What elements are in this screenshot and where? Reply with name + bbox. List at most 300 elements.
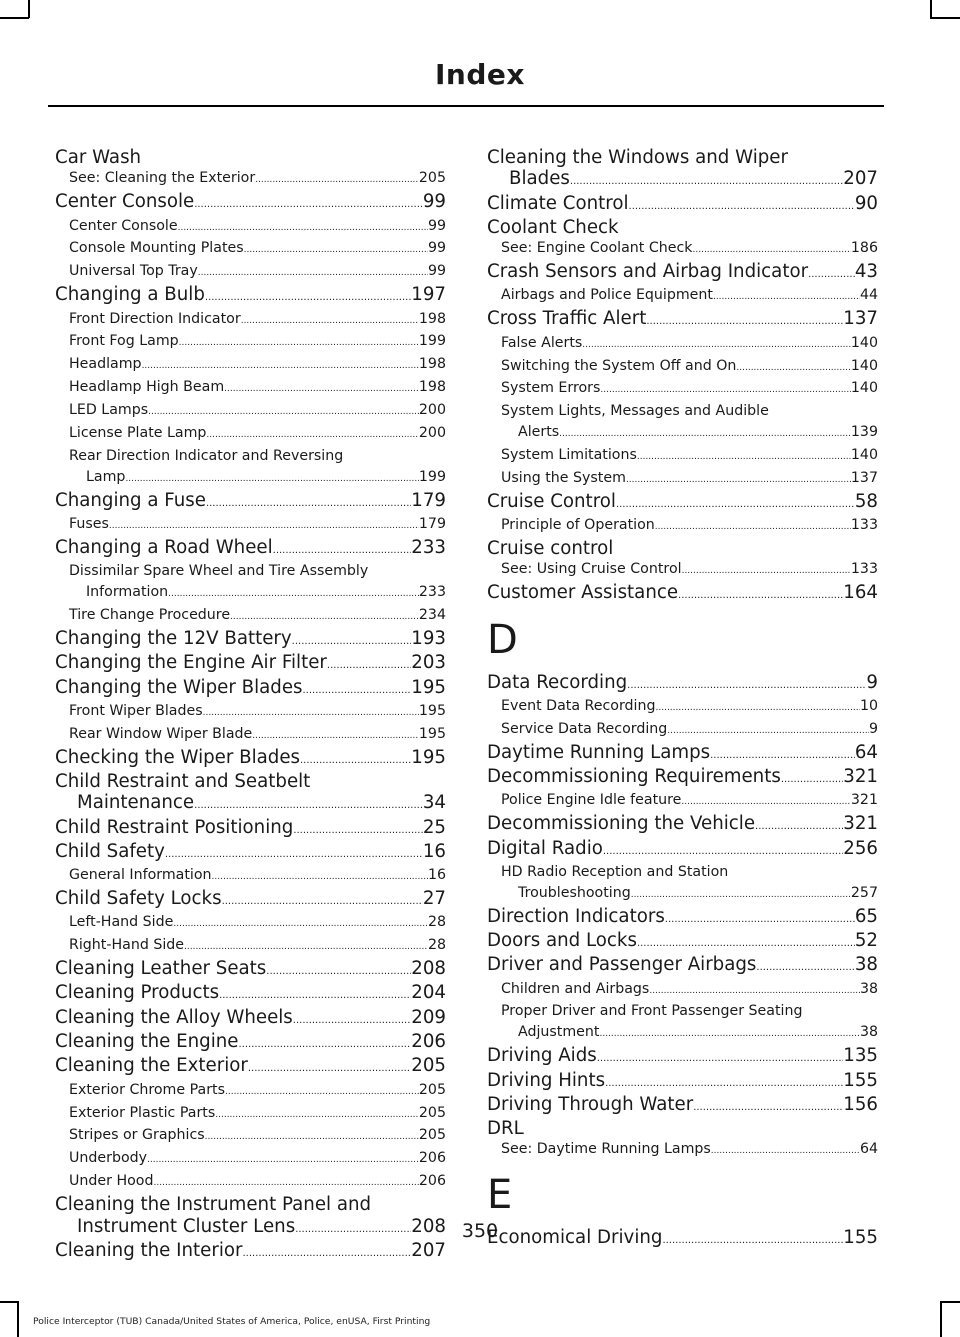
page-ref: 90: [854, 192, 878, 214]
dot-leader: [147, 1150, 419, 1171]
dot-leader: [781, 769, 843, 790]
entry-label: Doors and Locks: [487, 929, 637, 951]
page-ref: 199: [418, 468, 446, 485]
index-entry: [55, 537, 446, 561]
page-ref: 52: [854, 929, 878, 951]
page-ref: 199: [418, 333, 446, 350]
page-ref: 140: [850, 447, 878, 464]
index-subentry: [487, 979, 878, 1002]
page-ref: 140: [850, 334, 878, 351]
dot-leader: [655, 517, 851, 538]
entry-label: Customer Assistance: [487, 582, 679, 604]
dot-leader: [682, 561, 851, 582]
entry-label: System Errors: [501, 380, 601, 397]
index-entry: [55, 792, 446, 816]
entry-label: Rear Window Wiper Blade: [69, 725, 253, 742]
page-ref: 65: [854, 905, 878, 927]
dot-leader: [154, 1173, 419, 1194]
dot-leader: [212, 867, 428, 888]
dot-leader: [173, 914, 428, 935]
page-ref: 197: [411, 284, 446, 306]
entry-label: Changing the Engine Air Filter: [55, 652, 327, 674]
dot-leader: [693, 1097, 843, 1118]
index-entry: [487, 742, 878, 766]
entry-label: Decommissioning the Vehicle: [487, 813, 756, 835]
page-ref: 205: [418, 170, 446, 187]
entry-label: Console Mounting Plates: [69, 240, 244, 257]
page-ref: 195: [411, 676, 446, 698]
index-subentry: [55, 1103, 446, 1126]
page-ref: 321: [850, 792, 878, 809]
dot-leader: [241, 311, 419, 332]
index-entry: [55, 817, 446, 841]
entry-label: Police Engine Idle feature: [501, 792, 682, 809]
page-ref: 34: [422, 792, 446, 814]
index-heading: Child Restraint and Seatbelt: [55, 770, 311, 792]
entry-label: Economical Driving: [487, 1227, 663, 1249]
page-ref: 209: [411, 1006, 446, 1028]
crop-mark: [930, 17, 960, 19]
entry-label: Universal Top Tray: [69, 263, 198, 280]
dot-leader: [300, 750, 411, 771]
index-subentry: [55, 935, 446, 958]
page-ref: 25: [422, 816, 446, 838]
entry-label: Driver and Passenger Airbags: [487, 954, 757, 976]
index-entry: [55, 284, 446, 308]
page-ref: 156: [843, 1093, 878, 1115]
index-entry: [487, 261, 878, 285]
page-ref: 28: [427, 937, 446, 954]
entry-label: Changing the 12V Battery: [55, 627, 292, 649]
page-ref: 38: [859, 980, 878, 997]
page-ref: 64: [859, 1141, 878, 1158]
page-ref: 38: [854, 954, 878, 976]
entry-label: Airbags and Police Equipment: [501, 287, 713, 304]
entry-label: Service Data Recording: [501, 720, 668, 737]
page-ref: 204: [411, 982, 446, 1004]
entry-label: Child Safety Locks: [55, 888, 222, 910]
index-subentry: [55, 724, 446, 747]
index-subentry: [55, 605, 446, 628]
index-entry: [55, 191, 446, 215]
dot-leader: [599, 1024, 859, 1045]
dot-leader: [215, 1105, 419, 1126]
index-subentry: [55, 912, 446, 935]
entry-label: Checking the Wiper Blades: [55, 746, 300, 768]
entry-label: Front Direction Indicator: [69, 310, 241, 327]
index-subentry: [487, 445, 878, 468]
entry-label: Climate Control: [487, 192, 629, 214]
entry-label: General Information: [69, 867, 212, 884]
page-ref: 133: [850, 517, 878, 534]
entry-label: Changing the Wiper Blades: [55, 676, 303, 698]
index-subentry: [55, 1080, 446, 1103]
index-subentry: [55, 423, 446, 446]
dot-leader: [219, 985, 411, 1006]
index-subentry: [487, 696, 878, 719]
index-entry: [55, 1055, 446, 1079]
index-subentry: [55, 865, 446, 888]
entry-label: Children and Airbags: [501, 980, 650, 997]
page-ref: 206: [418, 1173, 446, 1190]
page-ref: 206: [418, 1150, 446, 1167]
page-ref: 257: [850, 884, 878, 901]
entry-label: Exterior Chrome Parts: [69, 1081, 226, 1098]
index-subentry: [55, 1125, 446, 1148]
page-ref: 137: [850, 470, 878, 487]
entry-label: Troubleshooting: [518, 884, 631, 901]
page-ref: 9: [868, 720, 878, 737]
page-ref: 207: [843, 168, 878, 190]
entry-label: Changing a Road Wheel: [55, 536, 273, 558]
index-entry: [487, 1070, 878, 1094]
index-subentry: [55, 701, 446, 724]
dot-leader: [292, 631, 412, 652]
index-subentry: [487, 883, 878, 906]
dot-leader: [678, 585, 843, 606]
section-letter: D: [487, 616, 518, 663]
index-entry: [487, 672, 878, 696]
index-entry: [55, 677, 446, 701]
page-ref: 28: [427, 914, 446, 931]
title-rule: [48, 105, 884, 107]
dot-leader: [273, 540, 412, 561]
entry-label: Right-Hand Side: [69, 937, 185, 954]
entry-label: See: Engine Coolant Check: [501, 240, 693, 257]
page-ref: 135: [843, 1045, 878, 1067]
dot-leader: [637, 447, 851, 468]
entry-label: Cleaning the Engine: [55, 1031, 239, 1053]
page-ref: 205: [418, 1081, 446, 1098]
index-subheading: HD Radio Reception and Station: [501, 863, 729, 880]
index-entry: [487, 168, 878, 192]
entry-label: Adjustment: [518, 1024, 600, 1041]
index-entry: [55, 628, 446, 652]
page-ref: 208: [411, 1215, 446, 1237]
entry-label: Event Data Recording: [501, 697, 656, 714]
dot-leader: [303, 680, 412, 701]
entry-label: Front Wiper Blades: [69, 702, 203, 719]
crop-mark: [0, 17, 29, 19]
dot-leader: [756, 957, 854, 978]
entry-label: Headlamp High Beam: [69, 379, 225, 396]
index-entry: [55, 490, 446, 514]
entry-label: Cleaning the Interior: [55, 1239, 243, 1261]
dot-leader: [711, 1141, 860, 1162]
dot-leader: [616, 494, 855, 515]
index-entry: [55, 1240, 446, 1264]
dot-leader: [255, 170, 419, 191]
page-ref: 205: [418, 1104, 446, 1121]
index-subentry: [55, 216, 446, 239]
index-subentry: [55, 400, 446, 423]
dot-leader: [148, 402, 419, 423]
page-ref: 233: [418, 584, 446, 601]
entry-label: Digital Radio: [487, 837, 603, 859]
dot-leader: [600, 380, 851, 401]
entry-label: Driving Hints: [487, 1069, 606, 1091]
entry-label: Decommissioning Requirements: [487, 766, 781, 788]
index-heading: Cleaning the Instrument Panel and: [55, 1194, 372, 1216]
crop-mark: [940, 1301, 960, 1303]
entry-label: Switching the System Off and On: [501, 357, 737, 374]
page-ref: 139: [850, 424, 878, 441]
entry-label: Center Console: [55, 191, 195, 213]
index-entry: [55, 982, 446, 1006]
index-subentry: [487, 468, 878, 491]
index-subheading: System Lights, Messages and Audible: [501, 403, 769, 420]
page-ref: 155: [843, 1069, 878, 1091]
entry-label: Direction Indicators: [487, 905, 665, 927]
page-title: Index: [435, 58, 525, 91]
index-entry: [487, 766, 878, 790]
index-subentry: [487, 790, 878, 813]
dot-leader: [165, 844, 423, 865]
index-entry: [487, 838, 878, 862]
dot-leader: [125, 469, 418, 490]
crop-mark: [930, 0, 932, 18]
index-subentry: [487, 515, 878, 538]
entry-label: See: Cleaning the Exterior: [69, 170, 256, 187]
dot-leader: [222, 891, 423, 912]
page-ref: 140: [850, 357, 878, 374]
index-subheading: Proper Driver and Front Passenger Seating: [501, 1003, 803, 1020]
page-ref: 44: [859, 287, 878, 304]
entry-label: Cleaning Products: [55, 982, 220, 1004]
page-ref: 207: [411, 1239, 446, 1261]
page-ref: 10: [859, 697, 878, 714]
dot-leader: [225, 1082, 419, 1103]
entry-label: Cleaning the Exterior: [55, 1055, 248, 1077]
page-ref: 200: [418, 402, 446, 419]
dot-leader: [179, 333, 419, 354]
index-entry: [55, 747, 446, 771]
dot-leader: [736, 358, 851, 379]
index-entry: [55, 652, 446, 676]
page-ref: 193: [411, 627, 446, 649]
dot-leader: [327, 655, 411, 676]
index-entry: [487, 1045, 878, 1069]
index-subentry: [487, 378, 878, 401]
index-entry: [487, 930, 878, 954]
index-entry: [487, 954, 878, 978]
index-heading: Coolant Check: [487, 216, 619, 238]
dot-leader: [203, 703, 419, 724]
entry-label: See: Daytime Running Lamps: [501, 1141, 711, 1158]
entry-label: Fuses: [69, 516, 109, 533]
entry-label: Underbody: [69, 1150, 148, 1167]
section-letter: E: [487, 1172, 513, 1219]
index-heading: DRL: [487, 1118, 524, 1140]
dot-leader: [224, 379, 419, 400]
dot-leader: [597, 1048, 844, 1069]
entry-label: Changing a Fuse: [55, 489, 206, 511]
entry-label: Daytime Running Lamps: [487, 741, 711, 763]
page-ref: 43: [854, 261, 878, 283]
index-entry: [55, 958, 446, 982]
page-ref: 133: [850, 561, 878, 578]
index-subentry: [55, 467, 446, 490]
entry-label: Left-Hand Side: [69, 914, 174, 931]
page-number: 350: [461, 1220, 499, 1242]
entry-label: False Alerts: [501, 334, 583, 351]
dot-leader: [603, 841, 843, 862]
entry-label: Cleaning the Alloy Wheels: [55, 1006, 293, 1028]
page-ref: 256: [843, 837, 878, 859]
index-heading: Car Wash: [55, 147, 142, 168]
index-subentry: [55, 261, 446, 284]
page-ref: 205: [411, 1055, 446, 1077]
page-ref: 205: [418, 1127, 446, 1144]
index-heading: Cruise control: [487, 538, 614, 560]
index-subentry: [55, 514, 446, 537]
page-ref: 9: [866, 671, 878, 693]
entry-label: Cruise Control: [487, 490, 616, 512]
entry-label: Information: [86, 584, 169, 601]
index-subentry: [487, 422, 878, 445]
entry-label: Alerts: [518, 424, 560, 441]
index-subentry: [55, 1148, 446, 1171]
index-subentry: [55, 331, 446, 354]
index-entry: [487, 1094, 878, 1118]
dot-leader: [168, 584, 419, 605]
index-entry: [55, 841, 446, 865]
dot-leader: [109, 516, 419, 537]
page-ref: 164: [843, 582, 878, 604]
dot-leader: [205, 1127, 419, 1148]
dot-leader: [238, 1034, 411, 1055]
entry-label: Child Restraint Positioning: [55, 816, 294, 838]
index-entry: [487, 582, 878, 606]
index-subentry: [55, 377, 446, 400]
dot-leader: [194, 194, 423, 215]
dot-leader: [646, 311, 843, 332]
dot-leader: [293, 820, 423, 841]
page-footer: Police Interceptor (TUB) Canada/United States of America, Police, enUSA, First Printing: [33, 1316, 431, 1327]
page-ref: 58: [854, 490, 878, 512]
page-ref: 233: [411, 536, 446, 558]
dot-leader: [184, 937, 428, 958]
index-column-left: [55, 147, 446, 1264]
dot-leader: [755, 816, 843, 837]
index-subheading: Rear Direction Indicator and Reversing: [69, 447, 344, 464]
entry-label: Principle of Operation: [501, 517, 655, 534]
page-ref: 321: [843, 766, 878, 788]
entry-label: Data Recording: [487, 671, 628, 693]
dot-leader: [693, 240, 851, 261]
page-ref: 99: [427, 217, 446, 234]
index-subentry: [487, 719, 878, 742]
dot-leader: [244, 240, 428, 261]
index-entry: [55, 1007, 446, 1031]
dot-leader: [230, 607, 419, 628]
dot-leader: [205, 287, 411, 308]
page-ref: 195: [418, 702, 446, 719]
entry-label: Cleaning Leather Seats: [55, 958, 267, 980]
entry-label: License Plate Lamp: [69, 425, 207, 442]
dot-leader: [206, 425, 418, 446]
dot-leader: [570, 171, 843, 192]
entry-label: Under Hood: [69, 1173, 154, 1190]
page-ref: 155: [843, 1227, 878, 1249]
dot-leader: [559, 424, 851, 445]
page-ref: 38: [859, 1024, 878, 1041]
dot-leader: [206, 493, 411, 514]
index-subentry: [487, 1139, 878, 1162]
dot-leader: [681, 792, 851, 813]
entry-label: Center Console: [69, 217, 178, 234]
page-ref: 195: [418, 725, 446, 742]
dot-leader: [665, 909, 855, 930]
crop-mark: [940, 1301, 942, 1337]
entry-label: Stripes or Graphics: [69, 1127, 205, 1144]
page-ref: 186: [850, 240, 878, 257]
index-entry: [487, 308, 878, 332]
page-ref: 27: [422, 888, 446, 910]
entry-label: Maintenance: [77, 792, 195, 814]
dot-leader: [637, 933, 855, 954]
index-entry: [487, 906, 878, 930]
index-entry: [487, 813, 878, 837]
crop-mark: [0, 1301, 18, 1303]
index-subentry: [55, 582, 446, 605]
index-subentry: [55, 238, 446, 261]
index-entry: [487, 491, 878, 515]
page-ref: 206: [411, 1031, 446, 1053]
entry-label: LED Lamps: [69, 402, 149, 419]
index-subentry: [55, 1171, 446, 1194]
page-ref: 140: [850, 380, 878, 397]
index-subentry: [55, 168, 446, 191]
page-ref: 200: [418, 425, 446, 442]
page-ref: 16: [427, 867, 446, 884]
entry-label: Driving Aids: [487, 1045, 597, 1067]
index-entry: [487, 193, 878, 217]
entry-label: Front Fog Lamp: [69, 333, 179, 350]
page-ref: 198: [418, 356, 446, 373]
index-subentry: [487, 333, 878, 356]
dot-leader: [713, 287, 860, 308]
index-subentry: [487, 559, 878, 582]
dot-leader: [178, 218, 428, 239]
page-ref: 321: [843, 813, 878, 835]
dot-leader: [142, 356, 419, 377]
dot-leader: [198, 263, 428, 284]
index-subentry: [487, 285, 878, 308]
dot-leader: [194, 795, 423, 816]
entry-label: Using the System: [501, 470, 626, 487]
entry-label: Instrument Cluster Lens: [77, 1215, 296, 1237]
dot-leader: [605, 1073, 843, 1094]
page-ref: 179: [418, 516, 446, 533]
entry-label: Headlamp: [69, 356, 142, 373]
dot-leader: [656, 698, 860, 719]
page-ref: 208: [411, 958, 446, 980]
page-ref: 99: [427, 240, 446, 257]
entry-label: Tire Change Procedure: [69, 607, 231, 624]
dot-leader: [808, 264, 855, 285]
page-ref: 234: [418, 607, 446, 624]
page-ref: 99: [427, 263, 446, 280]
page-ref: 198: [418, 379, 446, 396]
page-ref: 203: [411, 652, 446, 674]
index-subentry: [487, 238, 878, 261]
dot-leader: [629, 196, 855, 217]
page-ref: 137: [843, 308, 878, 330]
index-column-right: [487, 147, 878, 1252]
page-ref: 16: [422, 840, 446, 862]
entry-label: Crash Sensors and Airbag Indicator: [487, 261, 809, 283]
